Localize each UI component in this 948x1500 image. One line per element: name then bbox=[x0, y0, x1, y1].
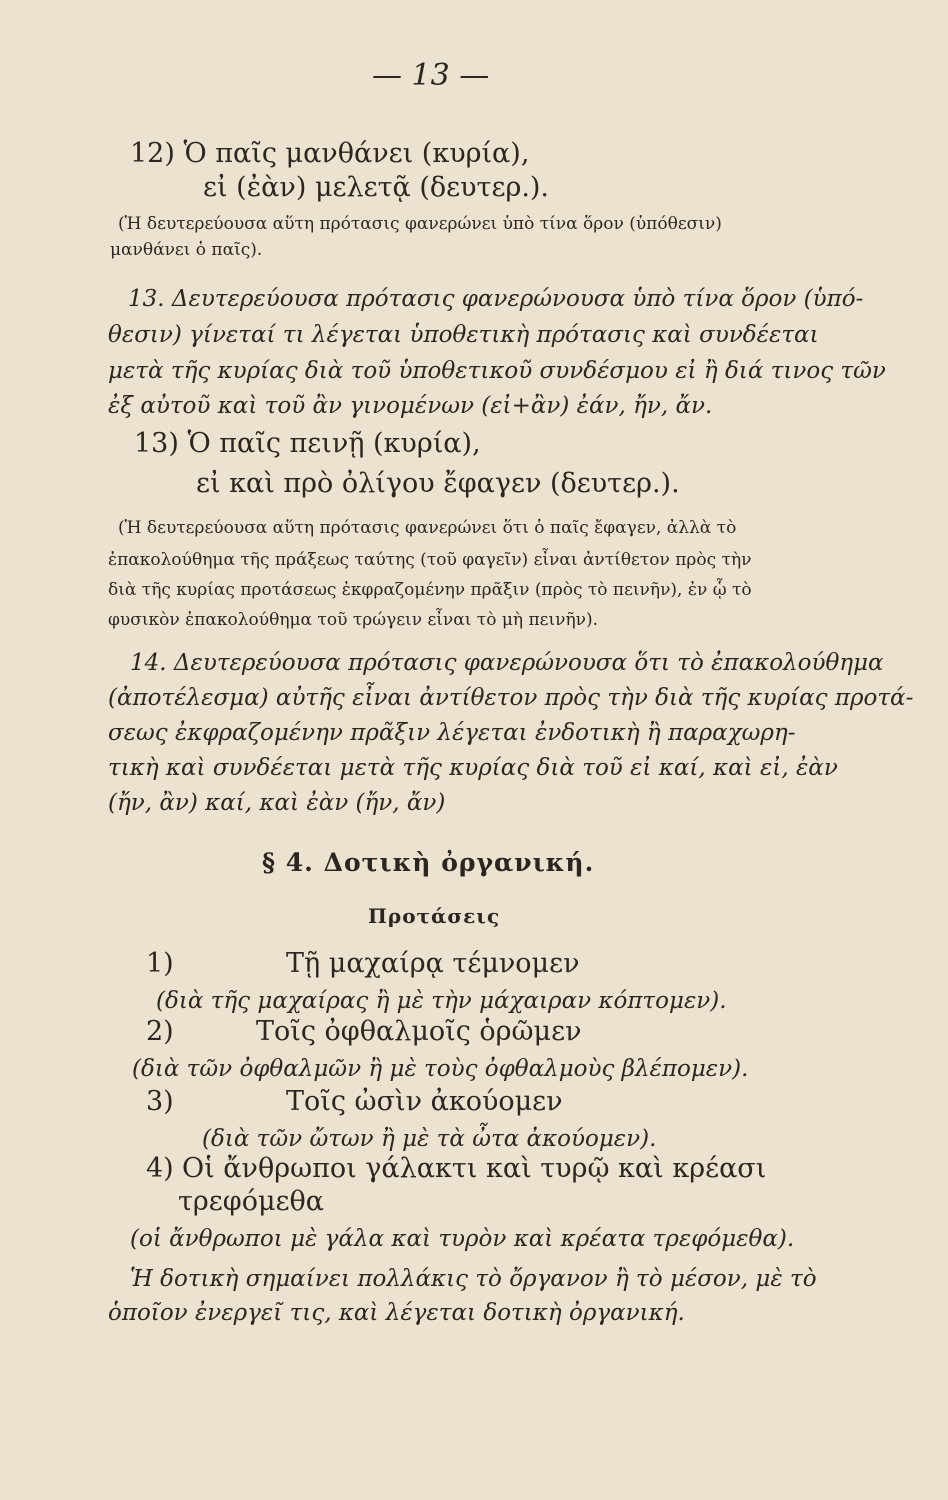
rule-14-line-2: (ἀποτέλεσμα) αὐτῆς εἶναι ἀντίθετον πρὸς τὴν διὰ τῆς κυρίας προτά- bbox=[108, 685, 914, 711]
example-4-sentence: Οἱ ἄνθρωποι γάλακτι καὶ τυρῷ καὶ κρέασι bbox=[182, 1153, 767, 1184]
closing-rule-line-1: Ἡ δοτικὴ σημαίνει πολλάκις τὸ ὄργανον ἢ τὸ μέσον, μὲ τὸ bbox=[130, 1266, 817, 1292]
rule-13-line-3: μετὰ τῆς κυρίας διὰ τοῦ ὑποθετικοῦ συνδέσμου εἰ ἢ διά τινος τῶν bbox=[108, 358, 886, 384]
rule-14-line-3: σεως ἐκφραζομένην πρᾶξιν λέγεται ἐνδοτικὴ ἢ παραχωρη- bbox=[108, 720, 796, 746]
page-number: — 13 — bbox=[372, 58, 490, 93]
example-12-note-line-2: μανθάνει ὁ παῖς). bbox=[110, 240, 263, 260]
example-2-number: 2) bbox=[146, 1016, 174, 1047]
example-13-note-line-3: διὰ τῆς κυρίας προτάσεως ἐκφραζομένην πρᾶξιν (πρὸς τὸ πεινῆν), ἐν ᾧ τὸ bbox=[108, 580, 752, 600]
example-4-gloss: (οἱ ἄνθρωποι μὲ γάλα καὶ τυρὸν καὶ κρέατα τρεφόμεθα). bbox=[130, 1226, 795, 1252]
example-2-gloss: (διὰ τῶν ὀφθαλμῶν ἢ μὲ τοὺς ὀφθαλμοὺς βλέπομεν). bbox=[132, 1056, 749, 1082]
example-3-sentence: Τοῖς ὠσὶν ἀκούομεν bbox=[286, 1086, 563, 1117]
example-4-number: 4) bbox=[146, 1153, 174, 1184]
rule-13-line-4: ἐξ αὐτοῦ καὶ τοῦ ἂν γινομένων (εἰ+ἂν) ἐάν, ἤν, ἄν. bbox=[108, 393, 713, 419]
example-1-gloss: (διὰ τῆς μαχαίρας ἢ μὲ τὴν μάχαιραν κόπτομεν). bbox=[156, 988, 727, 1014]
example-4-sentence-continued: τρεφόμεθα bbox=[178, 1186, 324, 1217]
closing-rule-line-2: ὁποῖον ἐνεργεῖ τις, καὶ λέγεται δοτικὴ ὀργανική. bbox=[108, 1300, 685, 1326]
example-12-subordinate-clause: εἰ (ἐὰν) μελετᾷ (δευτερ.). bbox=[203, 172, 550, 203]
rule-13-line-1: 13. Δευτερεύουσα πρότασις φανερώνουσα ὑπὸ τίνα ὅρον (ὑπό- bbox=[128, 286, 864, 312]
example-1-sentence: Τῇ μαχαίρᾳ τέμνομεν bbox=[286, 948, 580, 979]
example-1-number: 1) bbox=[146, 948, 174, 979]
example-13-main-clause: 13) Ὁ παῖς πεινῇ (κυρία), bbox=[134, 428, 481, 459]
section-subheading: Προτάσεις bbox=[368, 904, 501, 928]
example-13-subordinate-clause: εἰ καὶ πρὸ ὀλίγου ἔφαγεν (δευτερ.). bbox=[196, 468, 680, 499]
example-13-note-line-1: (Ἡ δευτερεύουσα αὕτη πρότασις φανερώνει ὅτι ὁ παῖς ἔφαγεν, ἀλλὰ τὸ bbox=[118, 518, 737, 538]
section-heading: § 4. Δοτικὴ ὀργανική. bbox=[262, 848, 595, 877]
rule-14-line-5: (ἤν, ἂν) καί, καὶ ἐὰν (ἤν, ἄν) bbox=[108, 790, 446, 816]
example-13-note-line-4: φυσικὸν ἐπακολούθημα τοῦ τρώγειν εἶναι τὸ μὴ πεινῆν). bbox=[108, 610, 599, 630]
example-12-note-line-1: (Ἡ δευτερεύουσα αὕτη πρότασις φανερώνει ὑπὸ τίνα ὅρον (ὑπόθεσιν) bbox=[118, 214, 722, 234]
example-3-number: 3) bbox=[146, 1086, 174, 1117]
rule-13-line-2: θεσιν) γίνεταί τι λέγεται ὑποθετικὴ πρότασις καὶ συνδέεται bbox=[108, 322, 819, 348]
example-12-main-clause: 12) Ὁ παῖς μανθάνει (κυρία), bbox=[130, 138, 530, 169]
rule-14-line-4: τικὴ καὶ συνδέεται μετὰ τῆς κυρίας διὰ τοῦ εἰ καί, καὶ εἰ, ἐὰν bbox=[108, 755, 838, 781]
example-3-gloss: (διὰ τῶν ὤτων ἢ μὲ τὰ ὦτα ἀκούομεν). bbox=[202, 1126, 657, 1152]
example-13-note-line-2: ἐπακολούθημα τῆς πράξεως ταύτης (τοῦ φαγεῖν) εἶναι ἀντίθετον πρὸς τὴν bbox=[108, 550, 752, 570]
example-2-sentence: Τοῖς ὀφθαλμοῖς ὁρῶμεν bbox=[256, 1016, 582, 1047]
rule-14-line-1: 14. Δευτερεύουσα πρότασις φανερώνουσα ὅτι τὸ ἐπακολούθημα bbox=[130, 650, 884, 676]
